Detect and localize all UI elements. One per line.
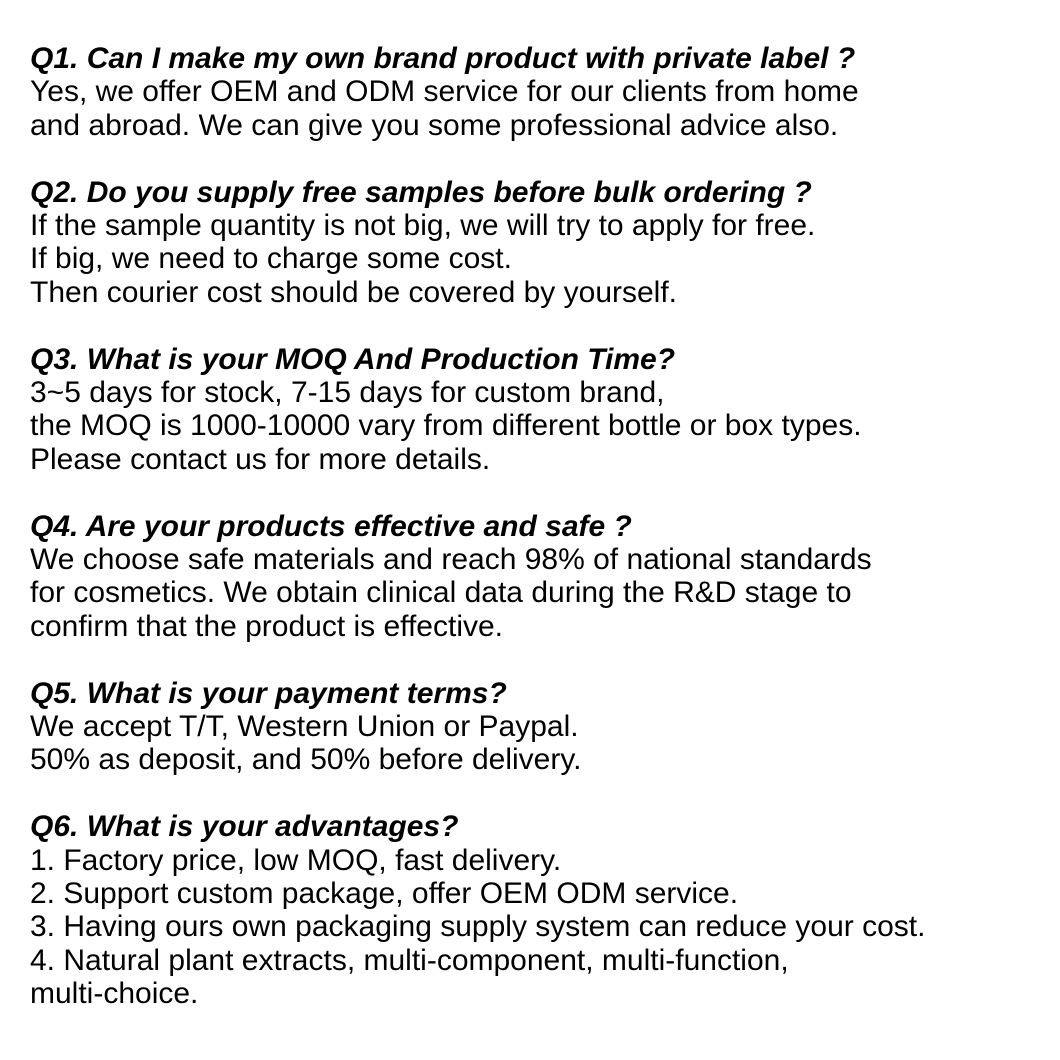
faq-answer-line: 3~5 days for stock, 7-15 days for custom brand, [30,376,665,410]
faq-answer-line: 1. Factory price, low MOQ, fast delivery. [30,843,562,877]
faq-answer-line: for cosmetics. We obtain clinical data during the R&D stage to [30,576,852,610]
faq-answer-line: Please contact us for more details. [30,442,491,476]
faq-question: Q1. Can I make my own brand product with private label ? [30,42,856,75]
faq-answer-line: the MOQ is 1000-10000 vary from different bottle or box types. [30,409,862,443]
faq-section-q3 [30,343,925,477]
faq-answer-line: 3. Having ours own packaging supply system can reduce your cost. [30,910,926,944]
faq-answer-line: We accept T/T, Western Union or Paypal. [30,710,579,744]
faq-section-q1 [30,42,925,142]
faq-answer-line: confirm that the product is effective. [30,609,504,643]
faq-answer-line: 4. Natural plant extracts, multi-component, multi-function, [30,943,789,977]
faq-question: Q6. What is your advantages? [30,810,459,844]
faq-answer-line: Then courier cost should be covered by yourself. [30,275,678,309]
faq-answer-line: If the sample quantity is not big, we will try to apply for free. [30,209,816,243]
faq-question: Q3. What is your MOQ And Production Time? [30,342,676,376]
faq-answer-line: We choose safe materials and reach 98% of national standards [30,543,872,577]
faq-answer-line: 2. Support custom package, offer OEM ODM service. [30,877,739,911]
faq-section-q5 [30,677,925,777]
faq-section-q6 [30,810,925,1010]
faq-answer-line: and abroad. We can give you some professional advice also. [30,108,839,142]
faq-answer-line: multi-choice. [30,977,199,1011]
faq-answer-line: Yes, we offer OEM and ODM service for our clients from home [30,75,859,109]
faq-document [30,42,925,1044]
faq-answer-line: If big, we need to charge some cost. [30,242,512,276]
faq-question: Q4. Are your products effective and safe ? [30,509,632,543]
faq-section-q2 [30,176,925,310]
faq-question: Q2. Do you supply free samples before bulk ordering ? [30,175,812,209]
faq-answer-line: 50% as deposit, and 50% before delivery. [30,743,582,777]
faq-section-q4 [30,510,925,644]
faq-question: Q5. What is your payment terms? [30,676,507,710]
